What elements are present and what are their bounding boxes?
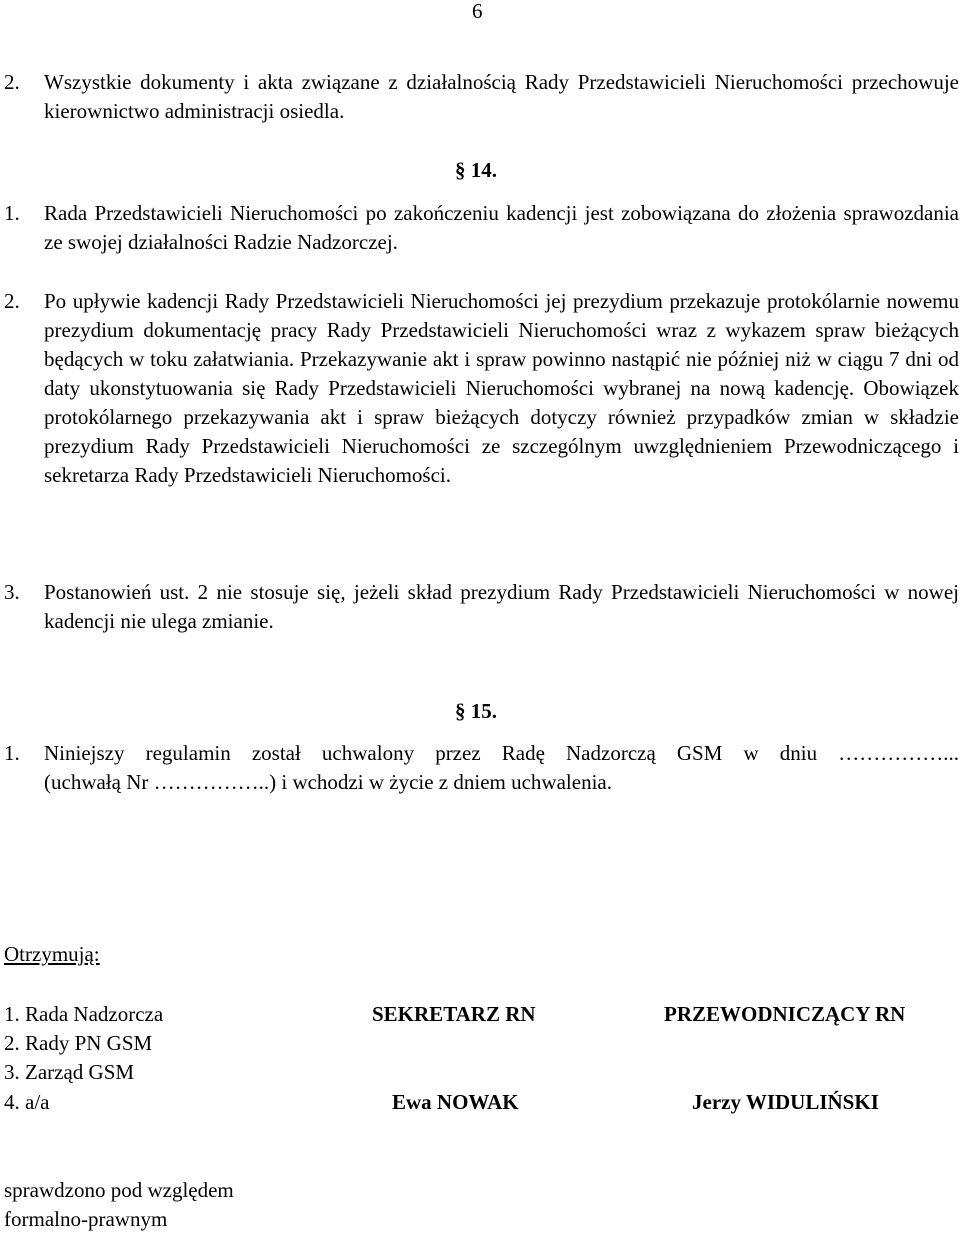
section-14-heading: § 14. — [455, 158, 497, 182]
distribution-item: 3. Zarząd GSM — [4, 1060, 135, 1084]
sec14-paragraph-1 — [4, 199, 959, 257]
sec13-paragraph-2 — [4, 68, 959, 126]
sec14-paragraph-3 — [4, 578, 959, 636]
legal-check-line-1: sprawdzono pod względem — [4, 1178, 234, 1202]
paragraph-number: 2. — [4, 70, 20, 94]
section-15-heading: § 15. — [455, 699, 497, 723]
chair-title: PRZEWODNICZĄCY RN — [664, 1002, 906, 1026]
paragraph-number: 2. — [4, 289, 20, 313]
paragraph-line-2: (uchwałą Nr ……………..) i wchodzi w życie z dniem uchwalenia. — [44, 770, 612, 794]
secretary-name: Ewa NOWAK — [392, 1090, 519, 1114]
paragraph-text: Rada Przedstawicieli Nieruchomości po zakończeniu kadencji jest zobowiązana do złożenia sprawozdania ze swojej działalności Radzie Nadzorczej. — [44, 201, 959, 254]
distribution-item: 4. a/a — [4, 1090, 50, 1114]
sec15-paragraph-1 — [4, 739, 959, 797]
paragraph-number: 1. — [4, 201, 20, 225]
paragraph-number: 1. — [4, 741, 20, 765]
distribution-heading: Otrzymują: — [4, 942, 100, 966]
distribution-item: 2. Rady PN GSM — [4, 1031, 153, 1055]
paragraph-text: Po upływie kadencji Rady Przedstawicieli Nieruchomości jej prezydium przekazuje protokólarnie nowemu prezydium dokumentację pracy Rady Przedstawicieli Nieruchomości wraz z wykazem spraw bieżących będących w toku załatwiania. Przekazywanie akt i spraw powinno nastąpić nie później niż w ciągu 7 dni od daty ukonstytuowania się Rady Przedstawicieli Nieruchomości wybranej na nową kadencję. Obowiązek protokólarnego przekazywania akt i spraw bieżących dotyczy również przypadków zmian w składzie prezydium Rady Przedstawicieli Nieruchomości ze szczególnym uwzględnieniem Przewodniczącego i sekretarza Rady Przedstawicieli Nieruchomości. — [44, 289, 959, 487]
paragraph-text: Wszystkie dokumenty i akta związane z działalnością Rady Przedstawicieli Nieruchomości przechowuje kierownictwo administracji osiedla. — [44, 70, 959, 123]
legal-check-line-2: formalno-prawnym — [4, 1207, 168, 1231]
paragraph-text: Postanowień ust. 2 nie stosuje się, jeżeli skład prezydium Rady Przedstawicieli Nieruchomości w nowej kadencji nie ulega zmianie. — [44, 580, 959, 633]
sec14-paragraph-2 — [4, 287, 959, 490]
chair-name: Jerzy WIDULIŃSKI — [692, 1090, 879, 1114]
paragraph-number: 3. — [4, 580, 20, 604]
page-number: 6 — [472, 0, 483, 23]
paragraph-line-1: Niniejszy regulamin został uchwalony przez Radę Nadzorczą GSM w dniu ……………... — [44, 741, 959, 765]
secretary-title: SEKRETARZ RN — [372, 1002, 536, 1026]
distribution-item: 1. Rada Nadzorcza — [4, 1002, 164, 1026]
